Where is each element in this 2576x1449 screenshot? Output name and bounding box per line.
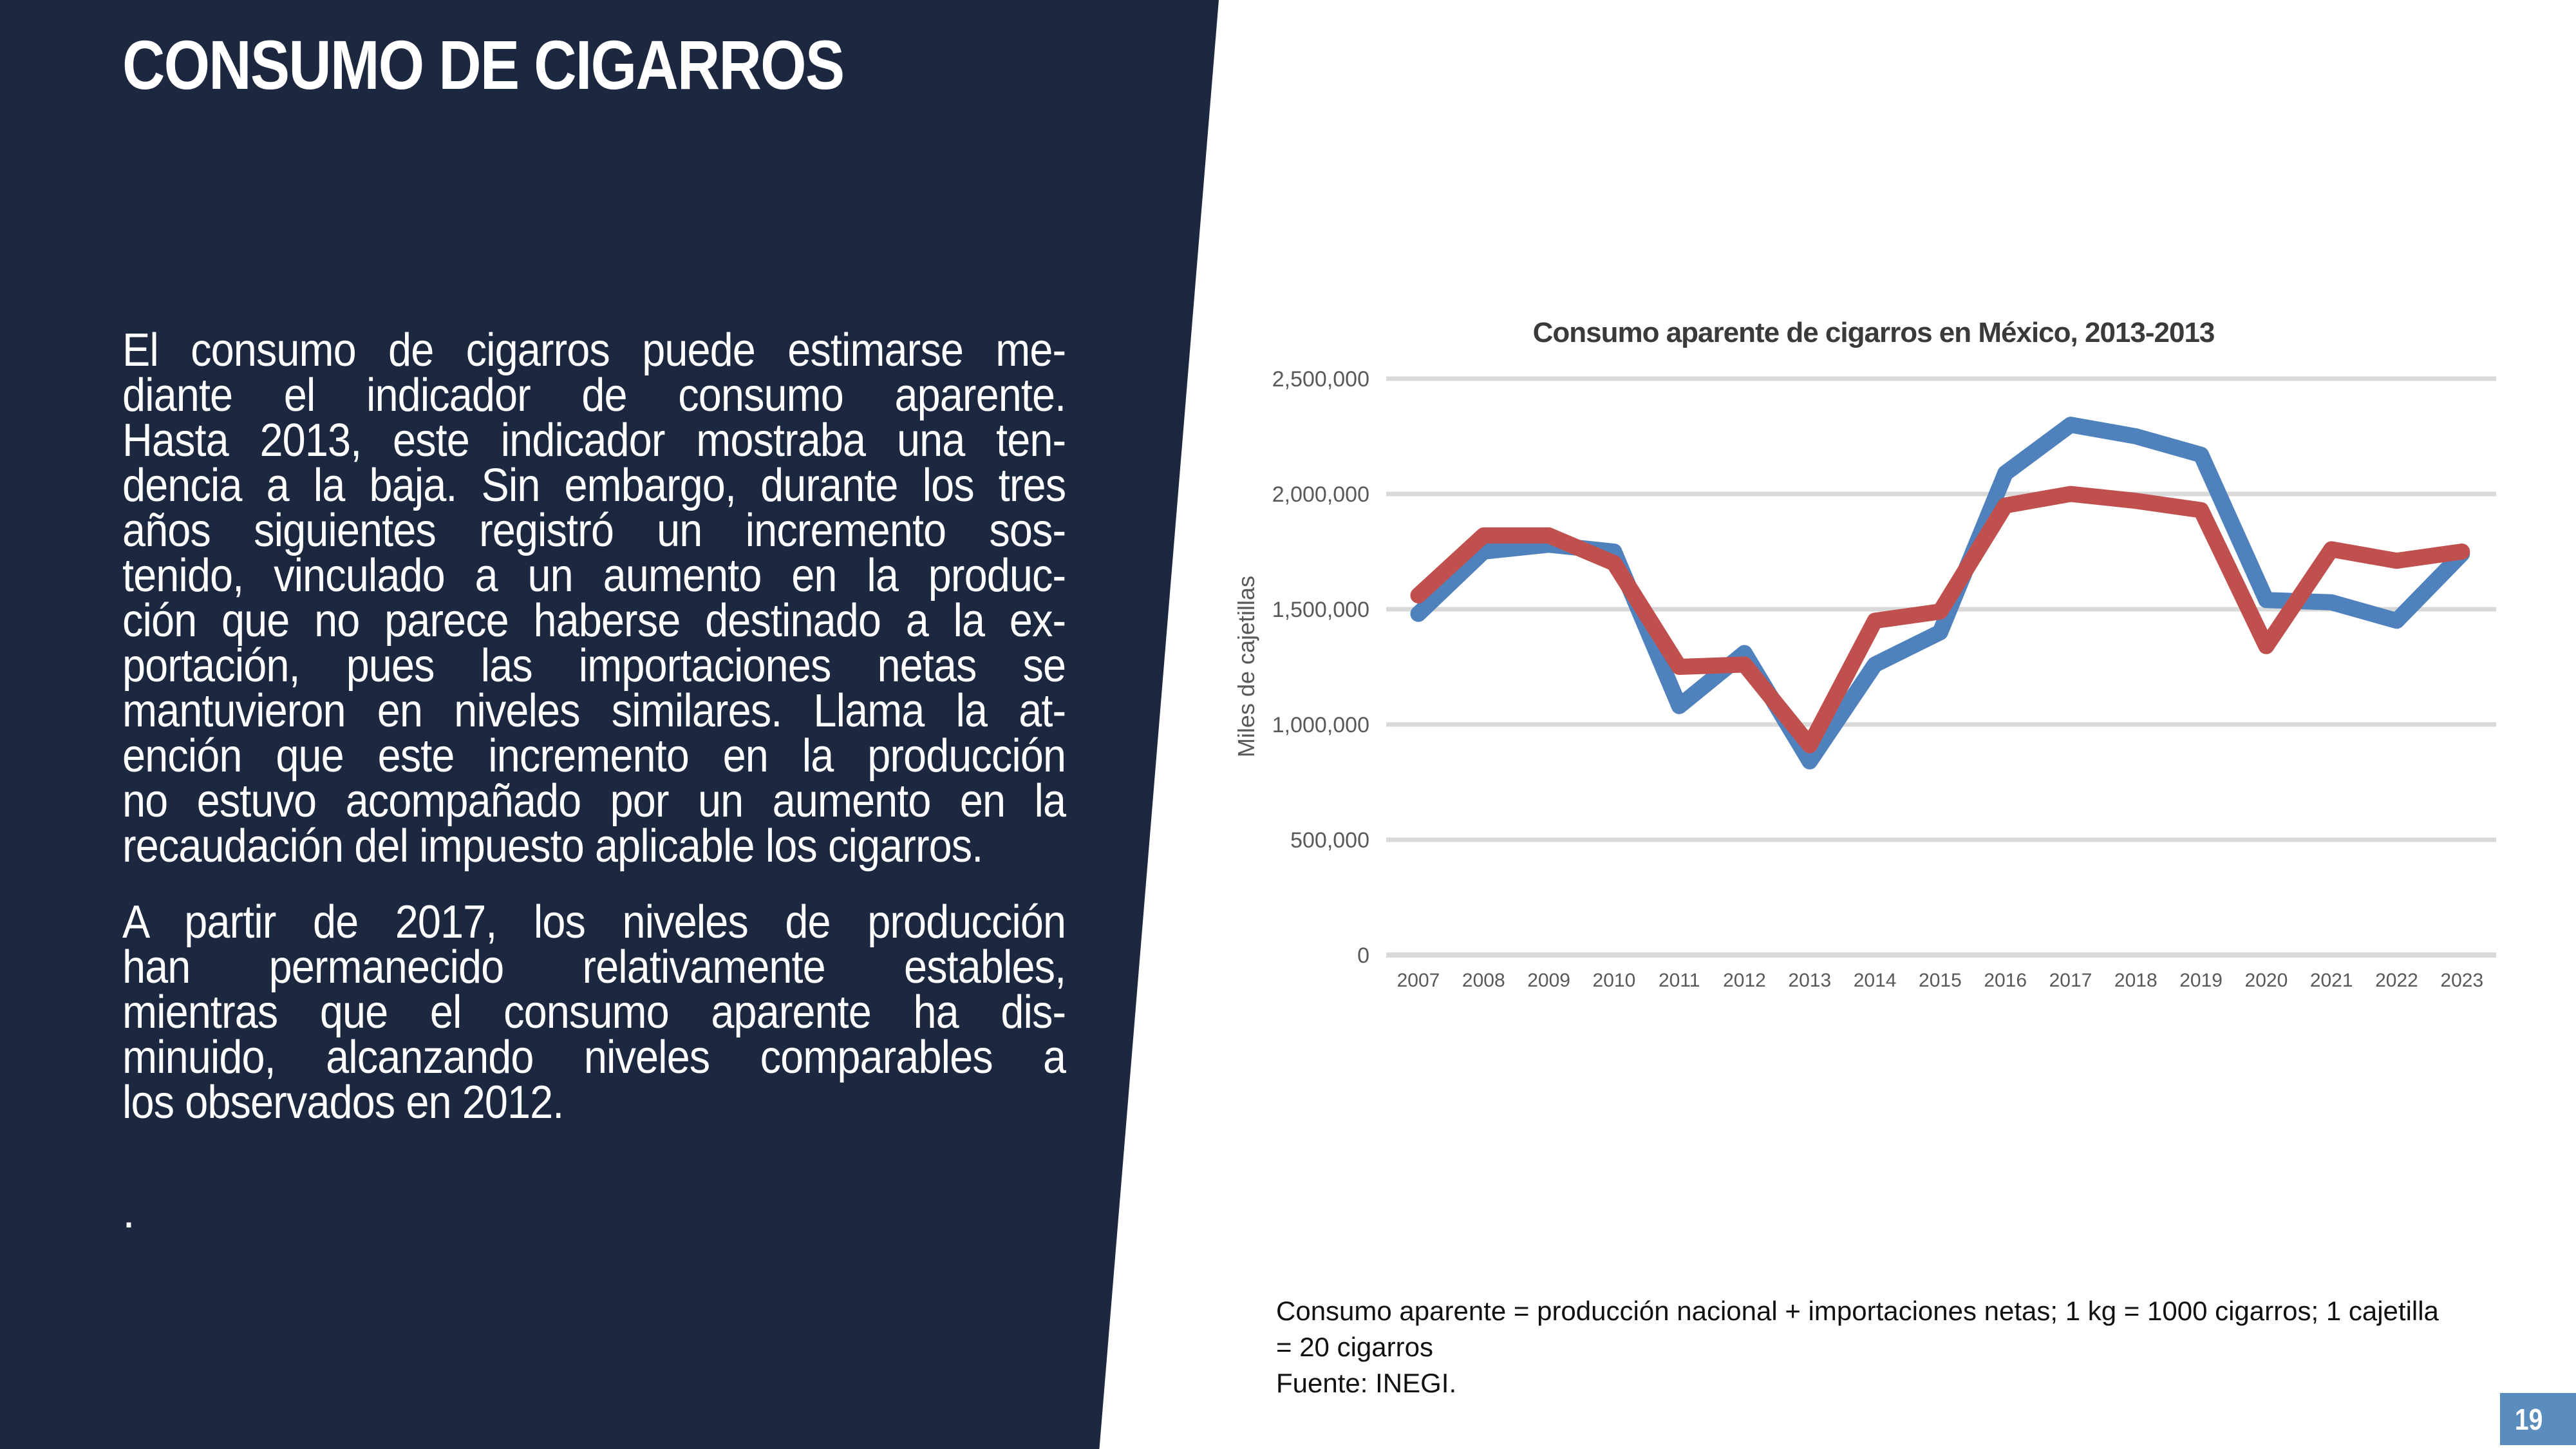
x-tick-label: 2008 xyxy=(1462,970,1505,991)
page-number-box xyxy=(2500,1393,2576,1445)
stray-period: . xyxy=(122,1186,136,1238)
body-text-line: portación, pues las importaciones netas se xyxy=(122,640,1066,692)
body-text-line: tenido, vinculado a un aumento en la produc- xyxy=(122,550,1066,601)
x-tick-label: 2022 xyxy=(2375,970,2418,991)
x-tick-label: 2021 xyxy=(2309,970,2353,991)
series-line-serie-roja xyxy=(1418,494,2462,745)
y-tick-label: 1,500,000 xyxy=(1272,598,1369,622)
body-text-line: recaudación del impuesto aplicable los cigarros. xyxy=(122,820,983,872)
x-tick-label: 2010 xyxy=(1592,970,1636,991)
x-tick-label: 2012 xyxy=(1723,970,1766,991)
x-tick-label: 2020 xyxy=(2244,970,2288,991)
body-text-line: no estuvo acompañado por un aumento en la xyxy=(122,775,1066,827)
x-tick-label: 2016 xyxy=(1984,970,2027,991)
y-axis-title: Miles de cajetillas xyxy=(1233,575,1259,758)
footnote-line: = 20 cigarros xyxy=(1276,1332,1433,1362)
line-chart xyxy=(1223,270,2576,1063)
y-tick-label: 2,500,000 xyxy=(1272,367,1369,392)
body-text-line: A partir de 2017, los niveles de producción xyxy=(122,896,1066,948)
x-tick-label: 2014 xyxy=(1853,970,1897,991)
x-tick-label: 2018 xyxy=(2114,970,2158,991)
y-tick-label: 0 xyxy=(1357,943,1369,968)
x-tick-label: 2017 xyxy=(2049,970,2092,991)
body-text-line: ención que este incremento en la producción xyxy=(122,730,1066,782)
body-text-line: los observados en 2012. xyxy=(122,1077,564,1128)
body-text-line: han permanecido relativamente estables, xyxy=(122,942,1066,993)
body-text-line: Hasta 2013, este indicador mostraba una ten- xyxy=(122,415,1066,466)
x-tick-label: 2015 xyxy=(1919,970,1962,991)
body-text-line: dencia a la baja. Sin embargo, durante los tres xyxy=(122,460,1066,511)
slide-title: CONSUMO DE CIGARROS xyxy=(122,26,844,104)
chart-title: Consumo aparente de cigarros en México, 2013-2013 xyxy=(1532,317,2215,348)
body-paragraph-2 xyxy=(122,896,1066,1128)
chart-footnote xyxy=(1276,1293,2499,1401)
body-text-line: El consumo de cigarros puede estimarse me- xyxy=(122,325,1066,376)
x-tick-label: 2009 xyxy=(1527,970,1570,991)
body-text-line: mientras que el consumo aparente ha dis- xyxy=(122,987,1066,1038)
body-text-line: minuido, alcanzando niveles comparables a xyxy=(122,1032,1066,1083)
y-tick-label: 2,000,000 xyxy=(1272,482,1369,507)
page-number: 19 xyxy=(2515,1402,2543,1436)
body-text-line: diante el indicador de consumo aparente. xyxy=(122,370,1066,421)
body-text-line: años siguientes registró un incremento sos- xyxy=(122,505,1066,556)
body-text-line: mantuvieron en niveles similares. Llama la at- xyxy=(122,685,1066,737)
x-tick-label: 2007 xyxy=(1396,970,1440,991)
body-text-line: ción que no parece haberse destinado a la ex- xyxy=(122,595,1066,647)
footnote-line: Consumo aparente = producción nacional + importaciones netas; 1 kg = 1000 cigarros; 1 cajetilla xyxy=(1276,1296,2439,1326)
x-tick-label: 2023 xyxy=(2440,970,2484,991)
x-tick-label: 2013 xyxy=(1788,970,1832,991)
body-paragraph-1 xyxy=(122,325,1066,872)
x-tick-label: 2019 xyxy=(2179,970,2223,991)
y-tick-label: 1,000,000 xyxy=(1272,713,1369,737)
y-tick-label: 500,000 xyxy=(1290,828,1369,853)
footnote-line: Fuente: INEGI. xyxy=(1276,1368,1457,1398)
x-tick-label: 2011 xyxy=(1658,970,1700,991)
